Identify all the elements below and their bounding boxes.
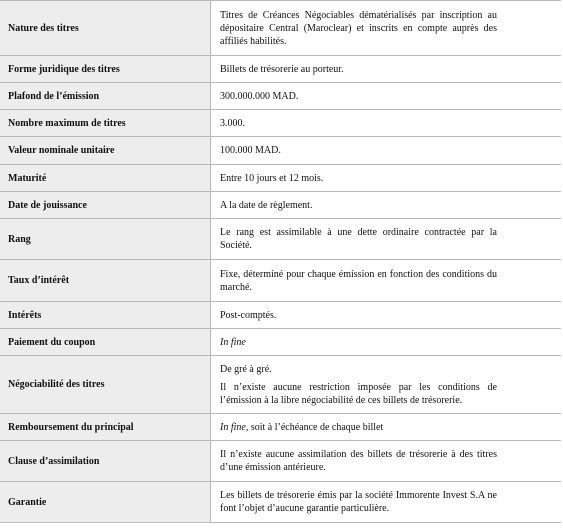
italic-text: In fine [220, 421, 246, 433]
table-row [0, 1, 561, 56]
row-label: Nombre maximum de titres [0, 110, 211, 137]
row-value [211, 329, 562, 356]
row-label: Paiement du coupon [0, 329, 211, 356]
value-text: Post-comptés. [220, 309, 277, 321]
table-row [0, 441, 561, 482]
row-label: Maturité [0, 165, 211, 192]
row-label: Garantie [0, 482, 211, 523]
value-text: , soit à l’échéance de chaque billet [245, 421, 384, 433]
value-text: De gré à gré. [220, 363, 272, 375]
row-label: Forme juridique des titres [0, 56, 211, 83]
table-row [0, 414, 561, 441]
table-row [0, 110, 561, 137]
table-row [0, 329, 561, 356]
row-value [211, 56, 562, 83]
value-text: Fixe, déterminé pour chaque émission en fonction des conditions du marché. [220, 268, 497, 293]
row-label: Plafond de l’émission [0, 83, 211, 110]
row-value [211, 110, 562, 137]
row-label: Clause d’assimilation [0, 441, 211, 482]
table-row [0, 260, 561, 302]
row-label: Valeur nominale unitaire [0, 137, 211, 165]
table-row [0, 137, 561, 165]
row-value [211, 356, 562, 414]
row-label: Intérêts [0, 302, 211, 329]
row-label: Négociabilité des titres [0, 356, 211, 414]
table-row [0, 165, 561, 192]
row-value [211, 414, 562, 441]
row-value [211, 482, 562, 523]
row-value [211, 1, 562, 56]
value-text: 100.000 MAD. [220, 145, 281, 156]
row-value [211, 260, 562, 302]
row-value [211, 165, 562, 192]
table-row [0, 356, 561, 414]
table-row [0, 56, 561, 83]
value-text: Billets de trésorerie au porteur. [220, 63, 344, 75]
row-value [211, 219, 562, 260]
table-row [0, 83, 561, 110]
row-value [211, 441, 562, 482]
table-row [0, 302, 561, 329]
row-label: Remboursement du principal [0, 414, 211, 441]
row-label: Nature des titres [0, 1, 211, 56]
value-text: Les billets de trésorerie émis par la société Immorente Invest S.A ne font l’objet d’aucune garantie particulière. [220, 490, 497, 514]
row-label: Taux d’intérêt [0, 260, 211, 302]
table-row [0, 192, 561, 219]
value-text: 3.000. [220, 117, 245, 129]
italic-text: In fine [220, 336, 246, 348]
row-value [211, 192, 562, 219]
value-text: Entre 10 jours et 12 mois. [220, 172, 324, 184]
row-value [211, 83, 562, 110]
table-row [0, 219, 561, 260]
value-text: Il n’existe aucune assimilation des billets de trésorerie à des titres d’une émission antérieure. [220, 449, 497, 473]
row-value [211, 137, 562, 165]
value-text: Il n’existe aucune restriction imposée par les conditions de l’émission à la libre négociabilité de ces billets de trésorerie. [220, 381, 497, 406]
table-row [0, 482, 561, 523]
row-label: Rang [0, 219, 211, 260]
value-text: Le rang est assimilable à une dette ordinaire contractée par la Société. [220, 227, 497, 251]
row-label: Date de jouissance [0, 192, 211, 219]
value-text: A la date de règlement. [220, 199, 313, 211]
row-value [211, 302, 562, 329]
value-text: 300.000.000 MAD. [220, 90, 299, 102]
value-text: Titres de Créances Négociables dématérialisés par inscription au dépositaire Central (Maroclear) et inscrits en compte auprès des affiliés habilités. [220, 9, 497, 47]
